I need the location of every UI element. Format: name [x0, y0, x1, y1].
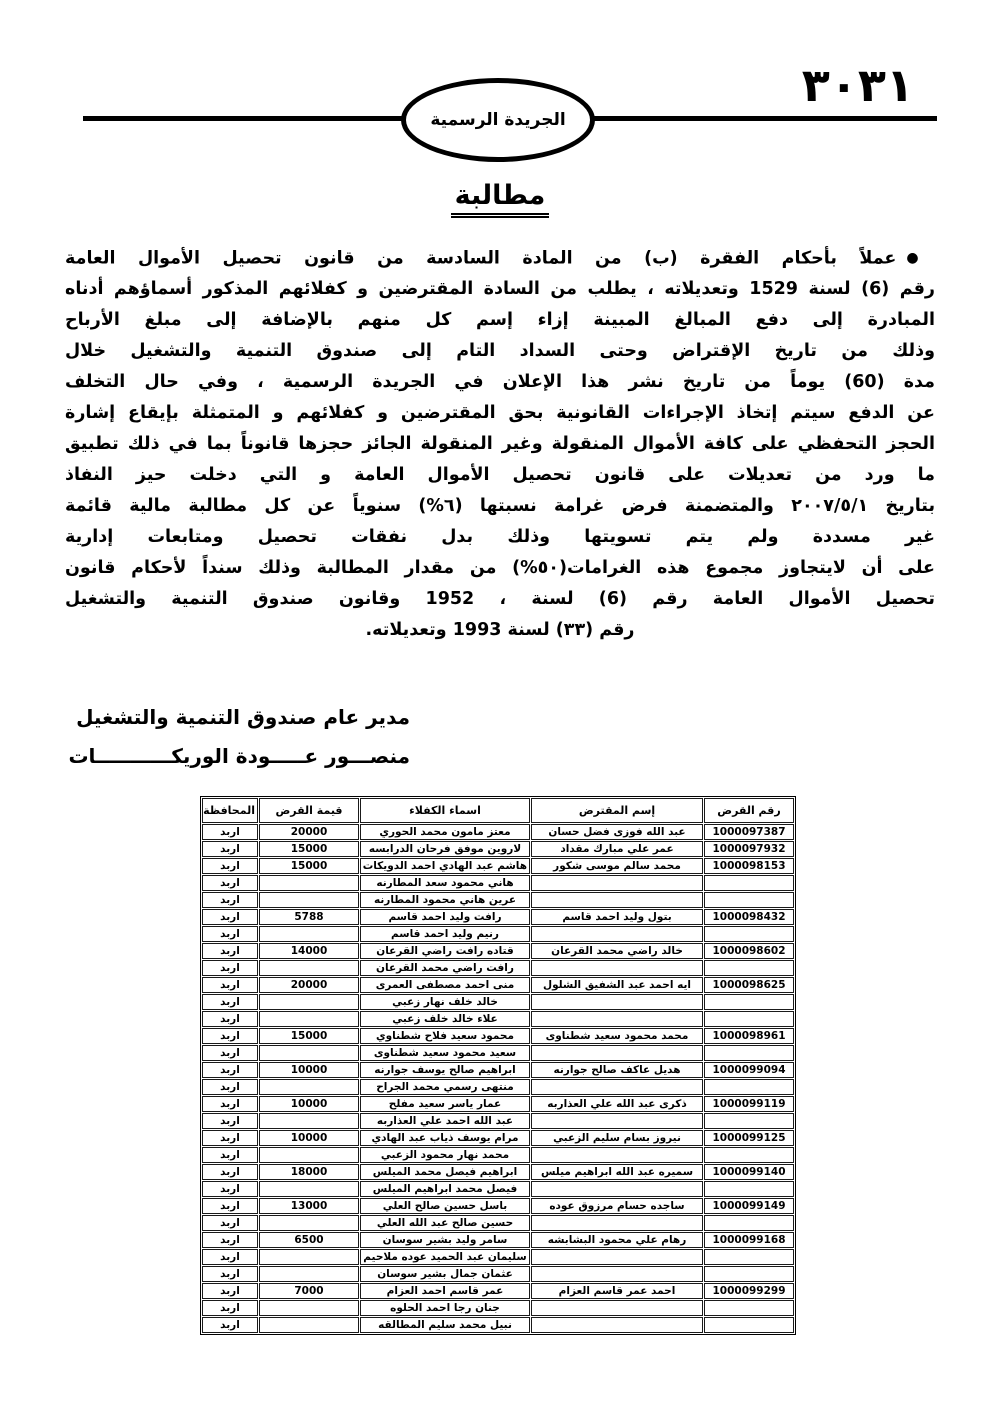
guarantor-cell: هاني محمود سعد المطارنه	[360, 875, 530, 891]
guarantor-cell: معتز مامون محمد الحوري	[360, 824, 530, 840]
governorate-cell: اربد	[202, 1317, 258, 1333]
amount-cell	[259, 1317, 359, 1333]
amount-cell	[259, 1147, 359, 1163]
borrower-cell	[531, 875, 703, 891]
governorate-cell: اربد	[202, 926, 258, 942]
table-row	[202, 858, 794, 874]
loan-number-cell: 1000099168	[704, 1232, 794, 1248]
amount-cell: 6500	[259, 1232, 359, 1248]
guarantor-cell: سعيد محمود سعيد شطناوى	[360, 1045, 530, 1061]
borrower-cell: نيروز بسام سليم الزعبي	[531, 1130, 703, 1146]
table-row	[202, 1317, 794, 1333]
document-title-wrap	[0, 180, 1000, 218]
paragraph-line: وذلك من تاريخ الإقتراض وحتى السداد التام إلى صندوق التنمية والتشغيل خلال	[65, 341, 935, 361]
column-header: المحافظة	[202, 798, 258, 823]
amount-cell: 15000	[259, 1028, 359, 1044]
table-row	[202, 1045, 794, 1061]
amount-cell	[259, 994, 359, 1010]
guarantor-cell: علاء خالد خلف زعبي	[360, 1011, 530, 1027]
amount-cell	[259, 926, 359, 942]
borrower-cell: ساجده حسام مرزوق عوده	[531, 1198, 703, 1214]
governorate-cell: اربد	[202, 1011, 258, 1027]
governorate-cell: اربد	[202, 1045, 258, 1061]
guarantor-cell: محمد نهار محمود الزعبي	[360, 1147, 530, 1163]
borrower-cell: بتول وليد احمد قاسم	[531, 909, 703, 925]
governorate-cell: اربد	[202, 977, 258, 993]
borrower-cell: عمر علي مبارك مقداد	[531, 841, 703, 857]
guarantor-cell: نبيل محمد سليم المطالقه	[360, 1317, 530, 1333]
governorate-cell: اربد	[202, 1266, 258, 1282]
amount-cell	[259, 1215, 359, 1231]
table-row	[202, 1249, 794, 1265]
guarantor-cell: رافت وليد احمد قاسم	[360, 909, 530, 925]
governorate-cell: اربد	[202, 1232, 258, 1248]
guarantor-cell: عمر قاسم احمد العزام	[360, 1283, 530, 1299]
guarantor-cell: عرين هاني محمود المطارنه	[360, 892, 530, 908]
table-row	[202, 1181, 794, 1197]
loan-number-cell: 1000099094	[704, 1062, 794, 1078]
loan-number-cell	[704, 1147, 794, 1163]
guarantor-cell: قتاده رافت راضي القرعان	[360, 943, 530, 959]
amount-cell: 14000	[259, 943, 359, 959]
paragraph-line: غير مسددة ولم يتم تسويتها وذلك بدل نفقات تحصيل ومتابعات إدارية	[65, 527, 935, 547]
borrower-cell: عبد الله فوزى فضل حسان	[531, 824, 703, 840]
guarantor-cell: فيصل محمد ابراهيم الميلس	[360, 1181, 530, 1197]
borrower-cell: محمد محمود سعيد شطناوى	[531, 1028, 703, 1044]
loan-number-cell: 1000098153	[704, 858, 794, 874]
borrower-cell	[531, 1079, 703, 1095]
borrower-cell: سميره عبد الله ابراهيم ميلس	[531, 1164, 703, 1180]
column-header: رقم القرض	[704, 798, 794, 823]
table-row	[202, 1215, 794, 1231]
loan-number-cell	[704, 875, 794, 891]
borrower-cell	[531, 1300, 703, 1316]
amount-cell: 20000	[259, 977, 359, 993]
guarantor-cell: سامر وليد بشير سوسان	[360, 1232, 530, 1248]
table-row	[202, 1147, 794, 1163]
amount-cell	[259, 892, 359, 908]
column-header: اسماء الكفلاء	[360, 798, 530, 823]
paragraph-line: ما ورد من تعديلات على قانون تحصيل الأموال العامة و التي دخلت حيز النفاذ	[65, 465, 935, 485]
governorate-cell: اربد	[202, 1198, 258, 1214]
guarantor-cell: ابراهيم فيصل محمد الميلس	[360, 1164, 530, 1180]
amount-cell: 13000	[259, 1198, 359, 1214]
amount-cell	[259, 875, 359, 891]
governorate-cell: اربد	[202, 858, 258, 874]
guarantor-cell: ابراهيم صالح يوسف جوارنه	[360, 1062, 530, 1078]
loan-number-cell	[704, 1011, 794, 1027]
loan-number-cell: 1000097387	[704, 824, 794, 840]
amount-cell: 18000	[259, 1164, 359, 1180]
loan-number-cell	[704, 1079, 794, 1095]
guarantor-cell: خالد خلف نهار زعبي	[360, 994, 530, 1010]
governorate-cell: اربد	[202, 909, 258, 925]
borrower-cell: محمد سالم موسى شكور	[531, 858, 703, 874]
borrower-cell: رهام علي محمود البشابشه	[531, 1232, 703, 1248]
loan-number-cell: 1000098961	[704, 1028, 794, 1044]
loan-number-cell	[704, 892, 794, 908]
borrower-cell	[531, 960, 703, 976]
guarantor-cell: منى احمد مصطفى العمرى	[360, 977, 530, 993]
borrower-cell: ايه احمد عبد الشفيق الشلول	[531, 977, 703, 993]
column-header: إسم المقترض	[531, 798, 703, 823]
loan-number-cell: 1000099125	[704, 1130, 794, 1146]
amount-cell	[259, 1011, 359, 1027]
loan-number-cell	[704, 994, 794, 1010]
amount-cell: 10000	[259, 1096, 359, 1112]
borrower-cell	[531, 1266, 703, 1282]
table-row	[202, 1079, 794, 1095]
document-title: مطالبة	[451, 180, 550, 218]
amount-cell: 5788	[259, 909, 359, 925]
amount-cell: 20000	[259, 824, 359, 840]
amount-cell	[259, 960, 359, 976]
table-row	[202, 1164, 794, 1180]
guarantor-cell: عثمان جمال بشير سوسان	[360, 1266, 530, 1282]
loan-number-cell	[704, 1215, 794, 1231]
loans-table	[200, 796, 796, 1335]
paragraph-line: تحصيل الأموال العامة رقم (6) لسنة ، 1952 وقانون صندوق التنمية والتشغيل	[65, 589, 935, 609]
table-row	[202, 1266, 794, 1282]
claim-paragraph	[65, 243, 935, 646]
table-row	[202, 892, 794, 908]
table-row	[202, 1028, 794, 1044]
borrower-cell	[531, 1147, 703, 1163]
guarantor-cell: لاروين موفق فرحان الدرابسه	[360, 841, 530, 857]
bullet-icon: ●	[906, 250, 935, 266]
table-row	[202, 1198, 794, 1214]
paragraph-line: ●عملاً بأحكام الفقرة (ب) من المادة السادسة من قانون تحصيل الأموال العامة	[65, 248, 935, 269]
amount-cell: 10000	[259, 1130, 359, 1146]
table-row	[202, 1300, 794, 1316]
loan-number-cell: 1000098625	[704, 977, 794, 993]
amount-cell	[259, 1079, 359, 1095]
borrower-cell	[531, 1249, 703, 1265]
loan-number-cell	[704, 960, 794, 976]
governorate-cell: اربد	[202, 1079, 258, 1095]
borrower-cell	[531, 994, 703, 1010]
governorate-cell: اربد	[202, 1283, 258, 1299]
borrower-cell: ذكرى عبد الله علي العذاربه	[531, 1096, 703, 1112]
amount-cell	[259, 1249, 359, 1265]
loan-number-cell	[704, 1181, 794, 1197]
borrower-cell	[531, 926, 703, 942]
loan-number-cell	[704, 926, 794, 942]
loan-number-cell	[704, 1249, 794, 1265]
borrower-cell	[531, 1317, 703, 1333]
guarantor-cell: رنيم وليد احمد قاسم	[360, 926, 530, 942]
borrower-cell: هديل عاكف صالح جوارنه	[531, 1062, 703, 1078]
governorate-cell: اربد	[202, 994, 258, 1010]
table-row	[202, 1283, 794, 1299]
amount-cell: 15000	[259, 841, 359, 857]
table-row	[202, 994, 794, 1010]
paragraph-line: رقم (٣٣) لسنة 1993 وتعديلاته.	[365, 620, 635, 640]
table-row	[202, 1130, 794, 1146]
loan-number-cell	[704, 1045, 794, 1061]
signature-block	[68, 698, 410, 776]
borrower-cell: احمد عمر قاسم العزام	[531, 1283, 703, 1299]
governorate-cell: اربد	[202, 943, 258, 959]
governorate-cell: اربد	[202, 1249, 258, 1265]
table-row	[202, 1232, 794, 1248]
loans-table-body	[202, 824, 794, 1333]
guarantor-cell: حسين صالح عبد الله العلي	[360, 1215, 530, 1231]
loan-number-cell: 1000099140	[704, 1164, 794, 1180]
borrower-cell	[531, 892, 703, 908]
guarantor-cell: محمود سعيد فلاح شطناوي	[360, 1028, 530, 1044]
borrower-cell	[531, 1045, 703, 1061]
page-number: ٣٠٣١	[801, 58, 914, 112]
table-row	[202, 841, 794, 857]
amount-cell	[259, 1266, 359, 1282]
borrower-cell	[531, 1113, 703, 1129]
table-row	[202, 943, 794, 959]
table-row	[202, 909, 794, 925]
amount-cell: 15000	[259, 858, 359, 874]
governorate-cell: اربد	[202, 1113, 258, 1129]
table-row	[202, 1062, 794, 1078]
governorate-cell: اربد	[202, 1130, 258, 1146]
guarantor-cell: منتهى رسمي محمد الجراح	[360, 1079, 530, 1095]
paragraph-line: عن الدفع سيتم إتخاذ الإجراءات القانونية بحق المقترضين و كفلائهم و المتمثلة بإيقاع إشارة	[65, 403, 935, 423]
governorate-cell: اربد	[202, 824, 258, 840]
signatory-name: منصـــور عـــــودة الوريكـــــــــــات	[68, 744, 410, 768]
governorate-cell: اربد	[202, 960, 258, 976]
amount-cell	[259, 1045, 359, 1061]
loan-number-cell: 1000099119	[704, 1096, 794, 1112]
amount-cell	[259, 1300, 359, 1316]
loan-number-cell: 1000097932	[704, 841, 794, 857]
borrower-cell	[531, 1011, 703, 1027]
guarantor-cell: عبد الله احمد علي العذاربه	[360, 1113, 530, 1129]
guarantor-cell: رافت راضي محمد القرعان	[360, 960, 530, 976]
borrower-cell	[531, 1181, 703, 1197]
column-header: قيمة القرض	[259, 798, 359, 823]
gazette-oval-badge	[401, 78, 595, 162]
paragraph-line: بتاريخ ٢٠٠٧/٥/١ والمتضمنة فرض غرامة نسبتها (٦%) سنوياً عن كل مطالبة مالية قائمة	[65, 496, 935, 516]
amount-cell	[259, 1181, 359, 1197]
loan-number-cell	[704, 1300, 794, 1316]
gazette-name: الجريدة الرسمية	[430, 110, 566, 130]
guarantor-cell: هاشم عبد الهادي احمد الدويكات	[360, 858, 530, 874]
loan-number-cell: 1000098602	[704, 943, 794, 959]
guarantor-cell: سليمان عبد الحميد عوده ملاحيم	[360, 1249, 530, 1265]
loan-number-cell: 1000099149	[704, 1198, 794, 1214]
table-row	[202, 824, 794, 840]
table-row	[202, 926, 794, 942]
governorate-cell: اربد	[202, 1215, 258, 1231]
guarantor-cell: مرام يوسف ذياب عبد الهادي	[360, 1130, 530, 1146]
loan-number-cell	[704, 1317, 794, 1333]
table-row	[202, 1011, 794, 1027]
paragraph-line: مدة (60) يوماً من تاريخ نشر هذا الإعلان في الجريدة الرسمية ، وفي حال التخلف	[65, 372, 935, 392]
loan-number-cell: 1000099299	[704, 1283, 794, 1299]
loan-number-cell	[704, 1266, 794, 1282]
governorate-cell: اربد	[202, 1164, 258, 1180]
governorate-cell: اربد	[202, 1028, 258, 1044]
borrower-cell	[531, 1215, 703, 1231]
governorate-cell: اربد	[202, 875, 258, 891]
governorate-cell: اربد	[202, 1096, 258, 1112]
paragraph-line: المبادرة إلى دفع المبالغ المبينة إزاء إسم كل منهم بالإضافة إلى مبلغ الأرباح	[65, 310, 935, 330]
guarantor-cell: باسل حسين صالح العلي	[360, 1198, 530, 1214]
signatory-title: مدير عام صندوق التنمية والتشغيل	[76, 705, 410, 729]
paragraph-line: على أن لايتجاوز مجموع هذه الغرامات(٥٠%) من مقدار المطالبة وذلك سنداً لأحكام قانون	[65, 558, 935, 578]
amount-cell: 7000	[259, 1283, 359, 1299]
governorate-cell: اربد	[202, 1300, 258, 1316]
paragraph-line: الحجز التحفظي على كافة الأموال المنقولة وغير المنقولة الجائز حجزها قانوناً بما في ذلك تطبيق	[65, 434, 935, 454]
loans-table-header	[202, 798, 794, 823]
guarantor-cell: عمار ياسر سعيد مفلح	[360, 1096, 530, 1112]
amount-cell	[259, 1113, 359, 1129]
governorate-cell: اربد	[202, 1181, 258, 1197]
header-row	[202, 798, 794, 823]
governorate-cell: اربد	[202, 841, 258, 857]
borrower-cell: خالد راضي محمد القرعان	[531, 943, 703, 959]
table-row	[202, 977, 794, 993]
table-row	[202, 1113, 794, 1129]
paragraph-line: رقم (6) لسنة 1529 وتعديلاته ، يطلب من السادة المقترضين و كفلائهم المذكور أسماؤهم أدناه	[65, 279, 935, 299]
governorate-cell: اربد	[202, 1147, 258, 1163]
guarantor-cell: جنان رجا احمد الحلوه	[360, 1300, 530, 1316]
table-row	[202, 960, 794, 976]
loan-number-cell	[704, 1113, 794, 1129]
table-row	[202, 875, 794, 891]
governorate-cell: اربد	[202, 1062, 258, 1078]
loan-number-cell: 1000098432	[704, 909, 794, 925]
governorate-cell: اربد	[202, 892, 258, 908]
table-row	[202, 1096, 794, 1112]
amount-cell: 10000	[259, 1062, 359, 1078]
